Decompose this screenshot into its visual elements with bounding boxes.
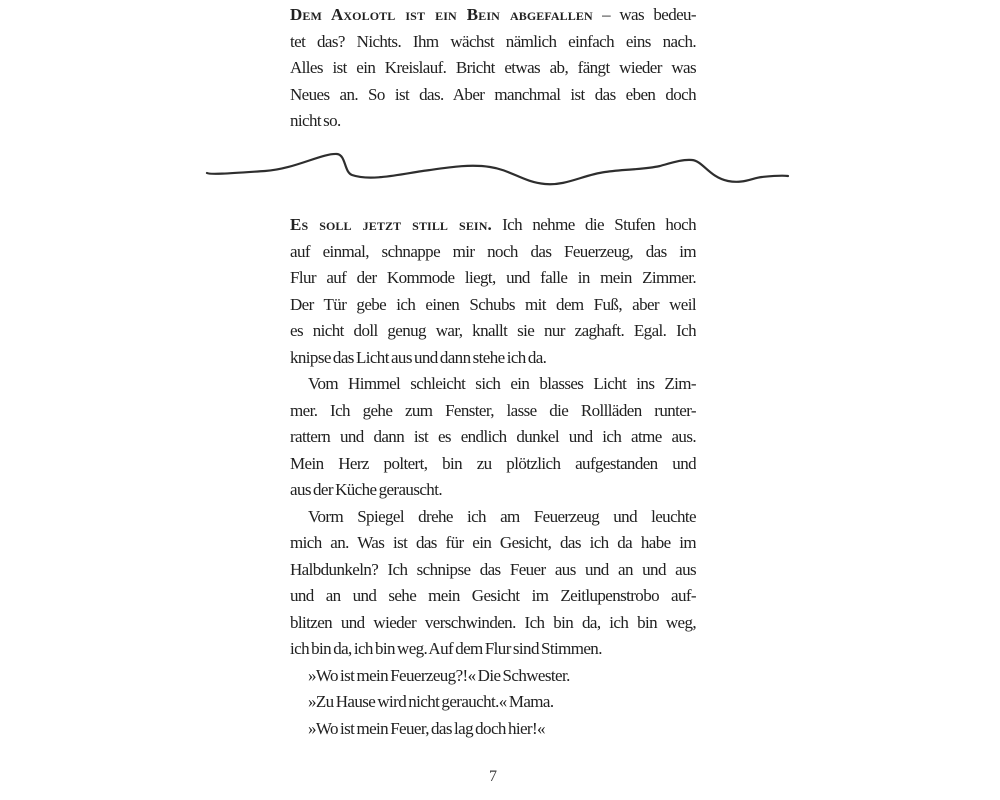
text-line: ich bin da, ich bin weg. Auf dem Flur sind Stimmen. — [290, 639, 602, 658]
text-line — [290, 2, 696, 29]
text-line: Der Tür gebe ich einen Schubs mit dem Fuß, aber weil — [290, 294, 696, 314]
text-line: Mein Herz poltert, bin zu plötzlich aufgestanden und — [290, 453, 696, 473]
paragraph-himmel — [290, 371, 696, 504]
dialogue-line: »Wo ist mein Feuerzeug?!« Die Schwester. — [308, 665, 570, 685]
wavy-line-path — [207, 154, 788, 184]
paragraph-still — [290, 212, 696, 371]
text-line: Flur auf der Kommode liegt, und falle in mein Zimmer. — [290, 268, 696, 287]
page-number: 7 — [489, 768, 497, 785]
text-line: nicht so. — [290, 111, 341, 130]
section-divider-squiggle — [200, 143, 800, 189]
text-line: mich an. Was ist das für ein Gesicht, das ich da habe im — [290, 533, 696, 552]
text-line — [290, 212, 696, 239]
text-line: tet das? Nichts. Ihm wächst nämlich einfach eins nach. — [290, 31, 696, 51]
dialogue-line: »Wo ist mein Feuer, das lag doch hier!« — [308, 718, 545, 738]
dialogue-block — [290, 663, 696, 743]
text-line: Halbdunkeln? Ich schnipse das Feuer aus und an und aus — [290, 559, 696, 579]
paragraph-spiegel — [290, 504, 696, 663]
lead-line-rest: – was bedeu- — [592, 5, 696, 24]
text-line: und an und sehe mein Gesicht im Zeitlupenstrobo auf- — [290, 586, 696, 605]
small-caps-lead: Dem Axolotl ist ein Bein abgefallen — [290, 5, 593, 24]
paragraph-axolotl — [290, 2, 696, 135]
text-line: Vorm Spiegel drehe ich am Feuerzeug und leuchte — [308, 506, 696, 526]
text-line: rattern und dann ist es endlich dunkel und ich atme aus. — [290, 427, 696, 446]
small-caps-lead: Es soll jetzt still sein. — [290, 215, 492, 234]
section-still — [290, 212, 696, 742]
text-line: knipse das Licht aus und dann stehe ich da. — [290, 347, 547, 367]
text-line: es nicht doll genug war, knallt sie nur zaghaft. Egal. Ich — [290, 321, 696, 340]
text-line: blitzen und wieder verschwinden. Ich bin da, ich bin weg, — [290, 612, 696, 632]
text-line: Alles ist ein Kreislauf. Bricht etwas ab, fängt wieder was — [290, 58, 696, 77]
text-line: Vom Himmel schleicht sich ein blasses Licht ins Zim- — [308, 374, 696, 393]
dialogue-line: »Zu Hause wird nicht geraucht.« Mama. — [308, 692, 554, 711]
text-line: auf einmal, schnappe mir noch das Feuerzeug, das im — [290, 241, 696, 261]
text-line: mer. Ich gehe zum Fenster, lasse die Rollläden runter- — [290, 400, 696, 420]
lead-line-rest: Ich nehme die Stufen hoch — [491, 215, 696, 234]
text-line: Neues an. So ist das. Aber manchmal ist das eben doch — [290, 84, 696, 104]
text-line: aus der Küche gerauscht. — [290, 480, 442, 499]
